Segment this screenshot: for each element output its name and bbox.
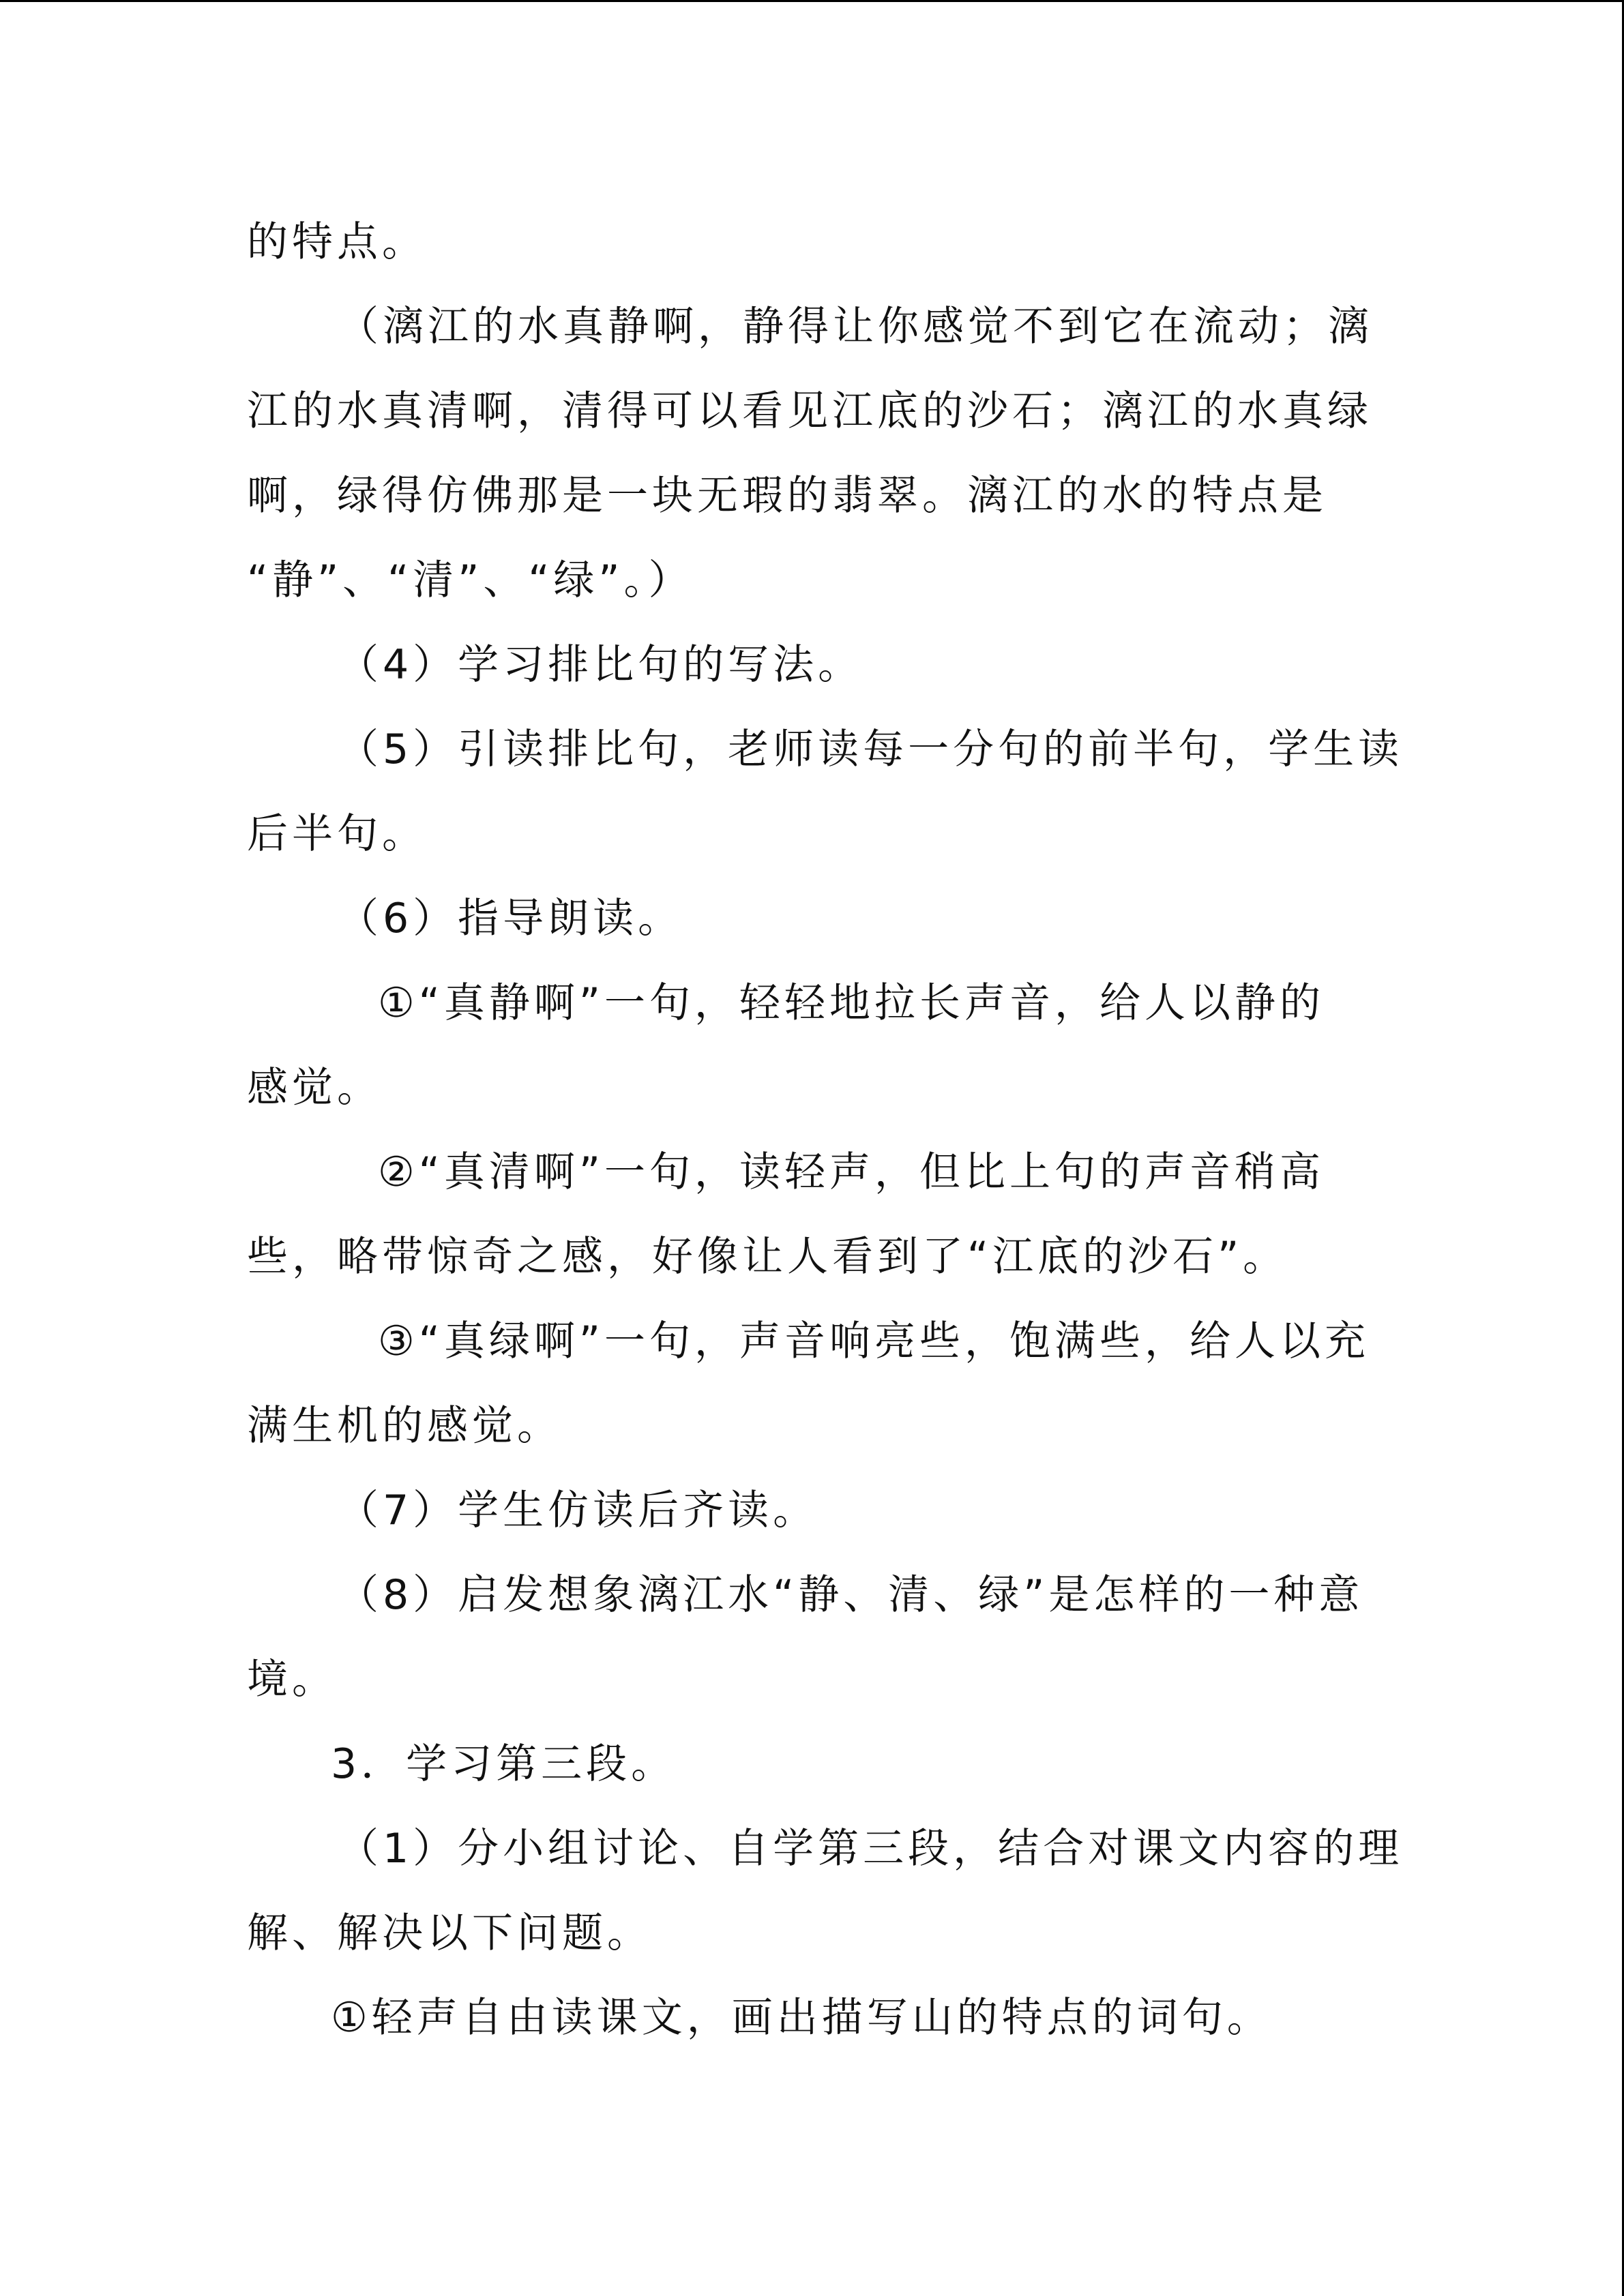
- text-line: “静”、“清”、“绿”。）: [247, 556, 694, 604]
- text-line: 解、解决以下问题。: [247, 1909, 652, 1957]
- text-line: （5）引读排比句，老师读每一分句的前半句，学生读: [338, 726, 1404, 773]
- text-line: 3．学习第三段。: [331, 1740, 677, 1788]
- text-line: 感觉。: [247, 1064, 382, 1112]
- text-line: 江的水真清啊，清得可以看见江底的沙石；漓江的水真绿: [247, 387, 1372, 435]
- text-line: （8）启发想象漓江水“静、清、绿”是怎样的一种意: [338, 1571, 1364, 1619]
- text-line: （4）学习排比句的写法。: [338, 641, 863, 689]
- text-line: 些，略带惊奇之感，好像让人看到了“江底的沙石”。: [247, 1233, 1288, 1281]
- text-line: （1）分小组讨论、自学第三段，结合对课文内容的理: [338, 1825, 1404, 1873]
- text-line: 满生机的感觉。: [247, 1402, 562, 1450]
- text-line: ③“真绿啊”一句，声音响亮些，饱满些，给人以充: [378, 1317, 1370, 1365]
- text-line: ②“真清啊”一句，读轻声，但比上句的声音稍高: [378, 1148, 1325, 1196]
- text-line: 境。: [247, 1656, 337, 1703]
- text-line: （7）学生仿读后齐读。: [338, 1487, 818, 1534]
- text-line: ①“真静啊”一句，轻轻地拉长声音，给人以静的: [378, 979, 1325, 1027]
- text-line: 后半句。: [247, 810, 427, 858]
- text-line: 的特点。: [247, 218, 427, 266]
- text-line: （6）指导朗读。: [338, 895, 683, 942]
- document-body: [247, 200, 1420, 2060]
- text-line: （漓江的水真静啊，静得让你感觉不到它在流动；漓: [338, 303, 1373, 351]
- text-line: 啊，绿得仿佛那是一块无瑕的翡翠。漓江的水的特点是: [247, 472, 1327, 520]
- text-line: ①轻声自由读课文，画出描写山的特点的词句。: [331, 1994, 1272, 2042]
